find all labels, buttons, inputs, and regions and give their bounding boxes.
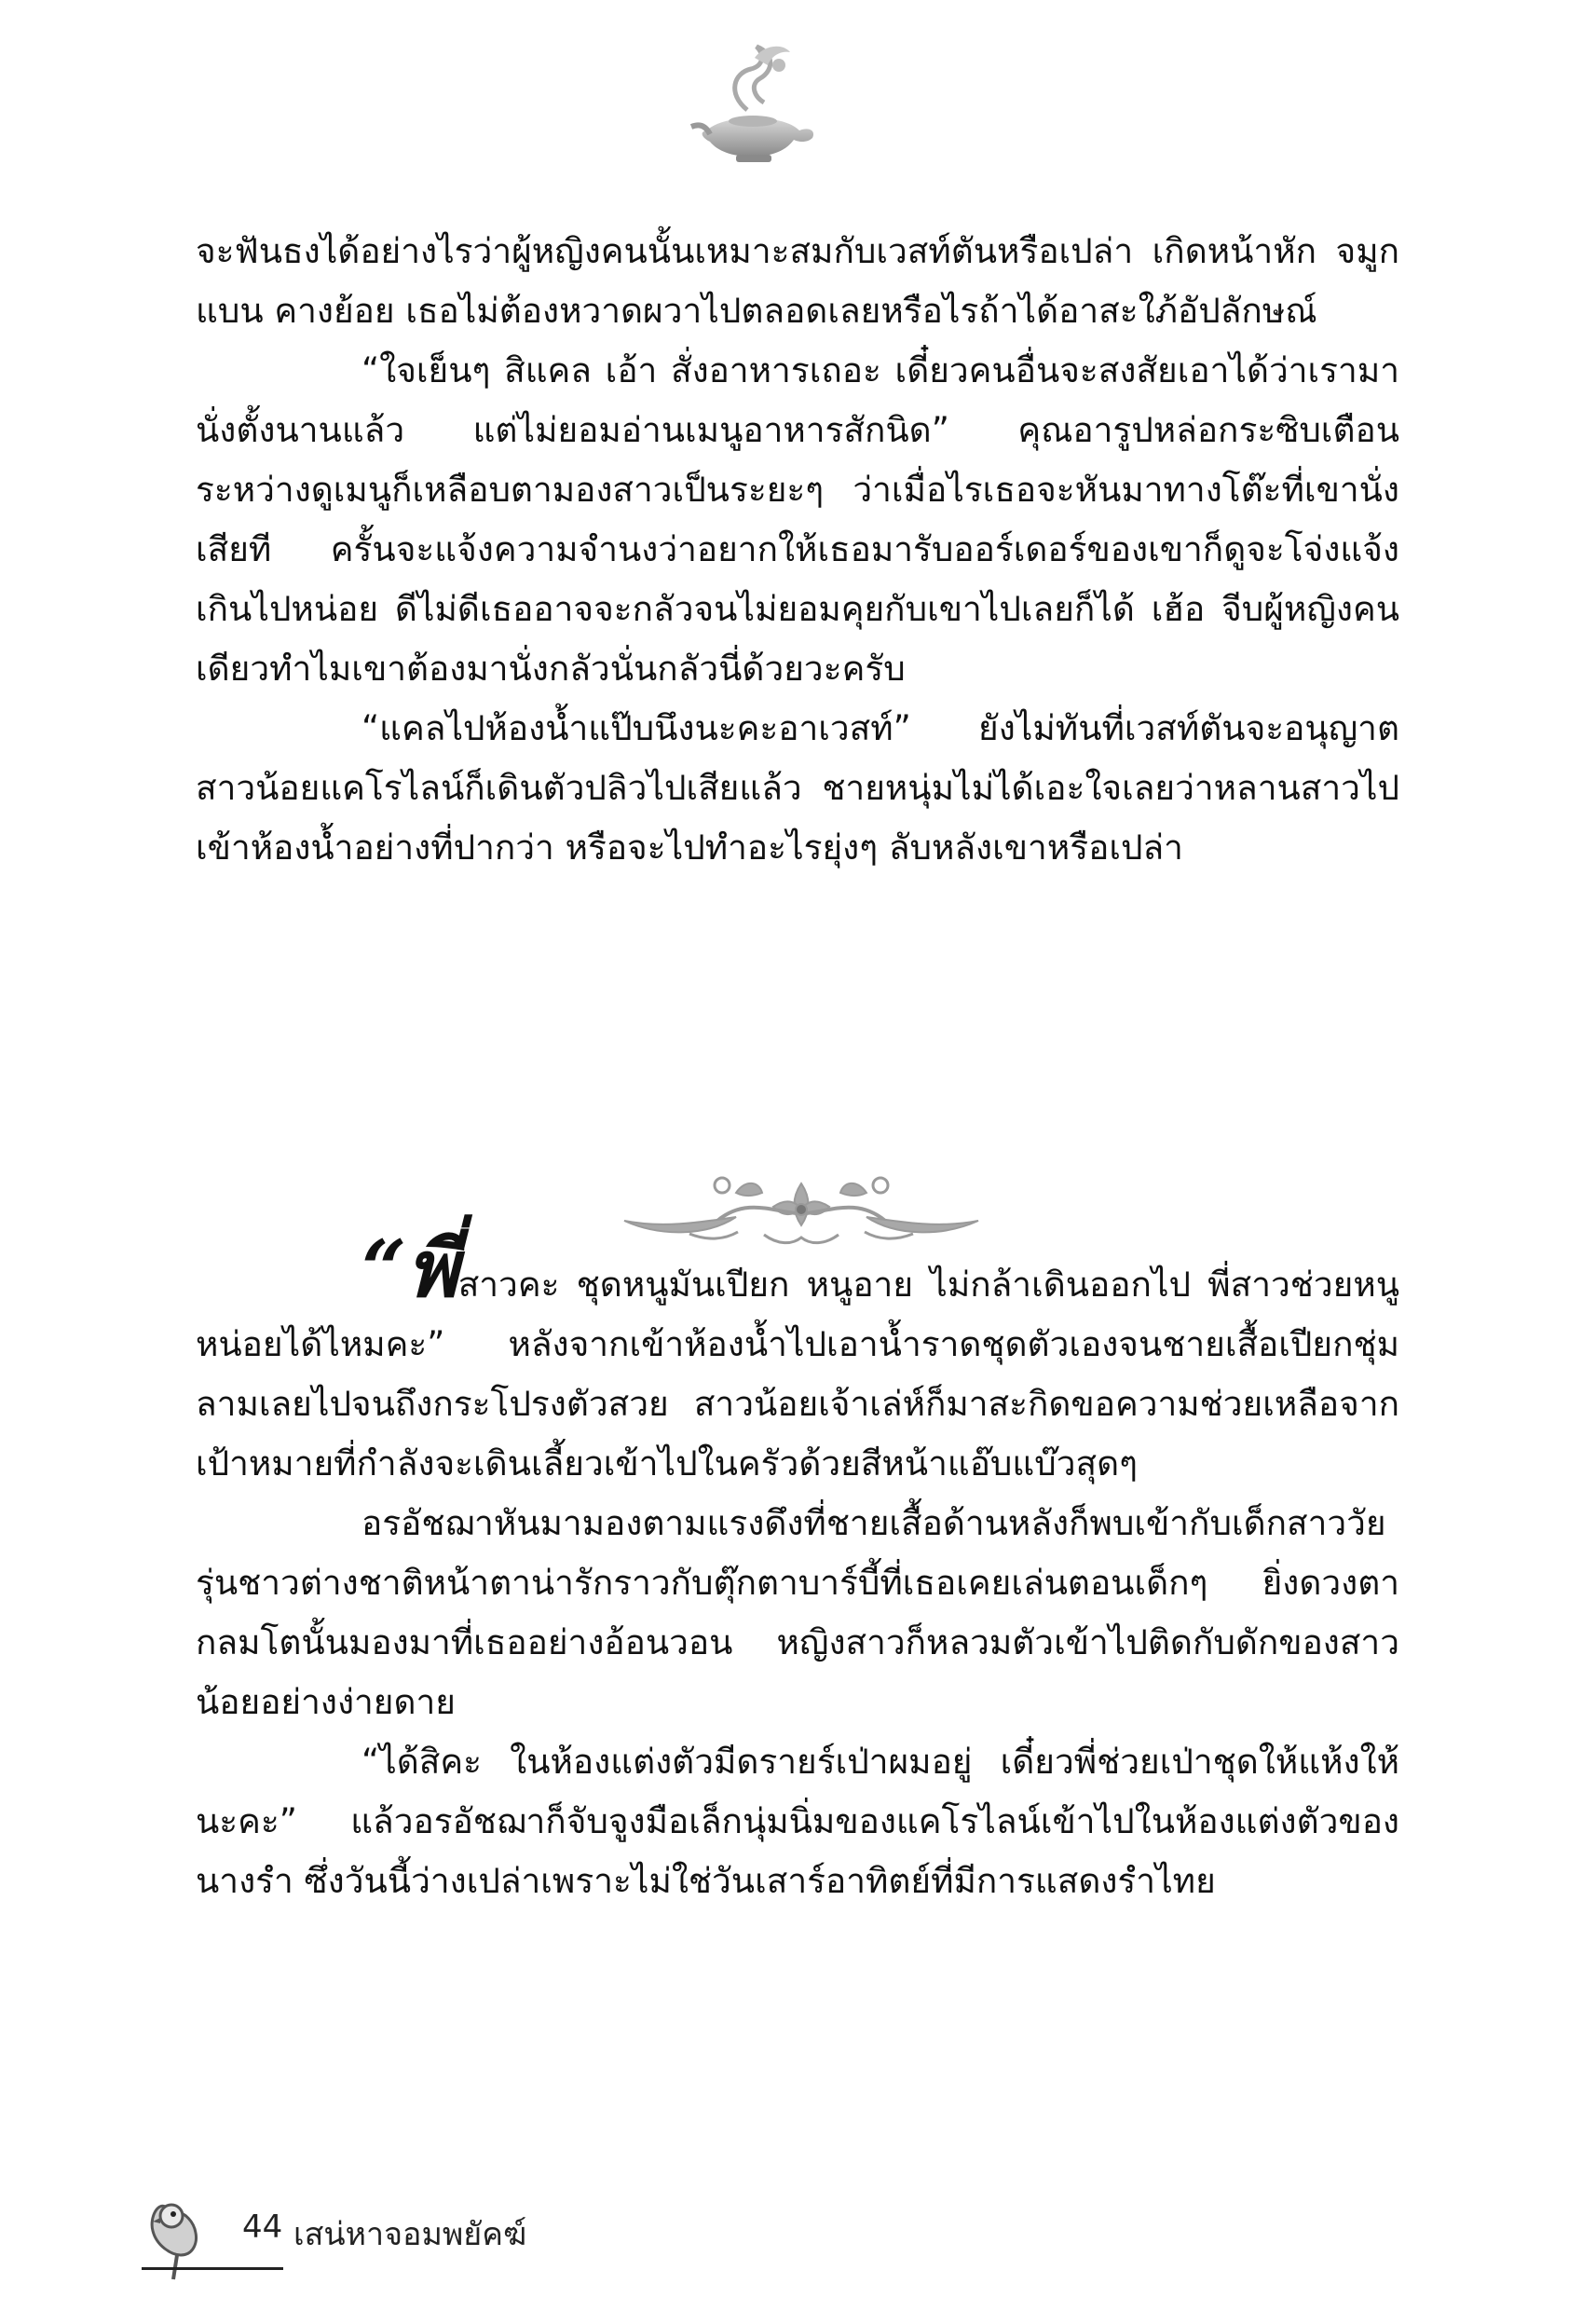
page-number: 44 [242, 2208, 283, 2246]
body-section-2 [196, 1223, 1399, 1911]
footer-rule [142, 2267, 283, 2270]
paragraph-text: สาวคะ ชุดหนูมันเปียก หนูอาย ไม่กล้าเดินออกไป พี่สาวช่วยหนูหน่อยได้ไหมคะ” หลังจากเข้าห้องน้ำไปเอาน้ำราดชุดตัวเองจนชายเสื้อเปียกชุ่มลามเลยไปจนถึงกระโปรงตัวสวย สาวน้อยเจ้าเล่ห์ก็มาสะกิดขอความช่วยเหลือจากเป้าหมายที่กำลังจะเดินเลี้ยวเข้าไปในครัวด้วยสีหน้าแอ๊บแบ๊วสุดๆ [196, 1265, 1399, 1484]
paragraph: “แคลไปห้องน้ำแป๊บนึงนะคะอาเวสท์” ยังไม่ทันที่เวสท์ตันจะอนุญาต สาวน้อยแคโรไลน์ก็เดินตัวปลิวไปเสียแล้ว ชายหนุ่มไม่ได้เอะใจเลยว่าหลานสาวไปเข้าห้องน้ำอย่างที่ปากว่า หรือจะไปทำอะไรยุ่งๆ ลับหลังเขาหรือเปล่า [196, 708, 1399, 868]
book-title: เสน่หาจอมพยัคฆ์ [293, 2216, 527, 2253]
paragraph: จะฟันธงได้อย่างไรว่าผู้หญิงคนนั้นเหมาะสมกับเวสท์ตันหรือเปล่า เกิดหน้าหัก จมูกแบน คางย้อย เธอไม่ต้องหวาดผวาไปตลอดเลยหรือไรถ้าได้อาสะใภ้อัปลักษณ์ [196, 231, 1399, 331]
body-section-1 [196, 222, 1399, 878]
dropcap: “พี่ [361, 1223, 458, 1315]
paragraph: อรอัชฌาหันมามองตามแรงดึงที่ชายเสื้อด้านหลังก็พบเข้ากับเด็กสาววัยรุ่นชาวต่างชาติหน้าตาน่ารักราวกับตุ๊กตาบาร์บี้ที่เธอเคยเล่นตอนเด็กๆ ยิ่งดวงตากลมโตนั้นมองมาที่เธออย่างอ้อนวอน หญิงสาวก็หลวมตัวเข้าไปติดกับดักของสาวน้อยอย่างง่ายดาย [196, 1503, 1399, 1722]
paragraph-with-dropcap [196, 1223, 1399, 1494]
magic-lamp-ornament-icon [689, 37, 820, 177]
page-footer [140, 2190, 699, 2283]
paragraph: “ได้สิคะ ในห้องแต่งตัวมีดรายร์เป่าผมอยู่ เดี๋ยวพี่ช่วยเป่าชุดให้แห้งให้นะคะ” แล้วอรอัชฌาก็จับจูงมือเล็กนุ่มนิ่มของแคโรไลน์เข้าไปในห้องแต่งตัวของนางรำ ซึ่งวันนี้ว่างเปล่าเพราะไม่ใช่วันเสาร์อาทิตย์ที่มีการแสดงรำไทย [196, 1742, 1399, 1901]
paragraph: “ใจเย็นๆ สิแคล เอ้า สั่งอาหารเถอะ เดี๋ยวคนอื่นจะสงสัยเอาได้ว่าเรามานั่งตั้งนานแล้ว แต่ไม่ยอมอ่านเมนูอาหารสักนิด” คุณอารูปหล่อกระซิบเตือน ระหว่างดูเมนูก็เหลือบตามองสาวเป็นระยะๆ ว่าเมื่อไรเธอจะหันมาทางโต๊ะที่เขานั่งเสียที ครั้นจะแจ้งความจำนงว่าอยากให้เธอมารับออร์เดอร์ของเขาก็ดูจะโจ่งแจ้งเกินไปหน่อย ดีไม่ดีเธออาจจะกลัวจนไม่ยอมคุยกับเขาไปเลยก็ได้ เฮ้อ จีบผู้หญิงคนเดียวทำไมเขาต้องมานั่งกลัวนั่นกลัวนี่ด้วยวะครับ [196, 350, 1399, 689]
